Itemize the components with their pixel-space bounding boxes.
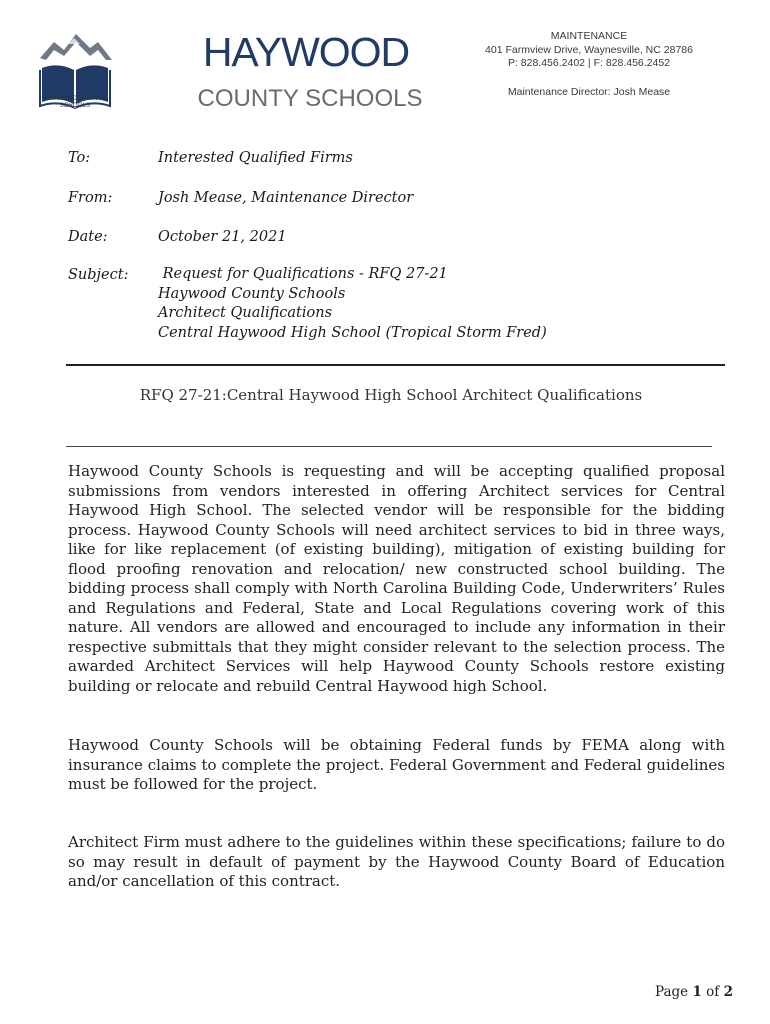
rfq-title: RFQ 27-21:Central Haywood High School Architect Qualifications: [139, 386, 643, 404]
phone-fax-line: P: 828.456.2402 | F: 828.456.2452: [507, 57, 671, 69]
date-value: October 21, 2021: [158, 229, 287, 245]
subject-line: Haywood County Schools: [158, 285, 346, 302]
brand-title: HAYWOOD: [202, 29, 410, 75]
page-number: [655, 984, 733, 1000]
address-line: 401 Farmview Drive, Waynesville, NC 28786: [485, 43, 693, 56]
page-of: of: [701, 984, 724, 1000]
date-label: Date:: [68, 229, 108, 245]
header-divider: [66, 364, 725, 366]
logo-caption: HAYWOOD COUNTY SCHOOLS: [44, 96, 106, 109]
department-label: MAINTENANCE: [550, 30, 628, 42]
school-logo: [34, 28, 116, 118]
from-value: Josh Mease, Maintenance Director: [158, 190, 414, 206]
body-paragraph: Architect Firm must adhere to the guidelines within these specifications; failure to do so may result in default of payment by the Haywood County Board of Education and/or cancellation of this contract.: [68, 833, 725, 890]
to-label: To:: [68, 150, 91, 166]
page-word: Page: [655, 984, 693, 1000]
title-underline: [66, 446, 712, 447]
subject-lines: [158, 265, 547, 343]
body-paragraph: Haywood County Schools is requesting and will be accepting qualified proposal submissions from vendors interested in offering Architect services for Central Haywood High School. The selected vendor will be responsible for the bidding process. Haywood County Schools will need architect services to bid in three ways, like for like replacement (of existing building), mitigation of existing building for flood proofing renovation and relocation/ new constructed school building. The bidding process shall comply with North Carolina Building Code, Underwriters’ Rules and Regulations and Federal, State and Local Regulations covering work of this nature. All vendors are allowed and encouraged to include any information in their respective submittals that they might consider relevant to the selection process. The awarded Architect Services will help Haywood County Schools restore existing building or relocate and rebuild Central Haywood high School.: [68, 462, 725, 695]
from-label: From:: [68, 190, 113, 206]
to-value: Interested Qualified Firms: [158, 150, 353, 166]
page-total: 2: [723, 984, 733, 1000]
body-paragraph: Haywood County Schools will be obtaining Federal funds by FEMA along with insurance claims to complete the project. Federal Government and Federal guidelines must be followed for the project.: [68, 736, 725, 793]
subject-line: Central Haywood High School (Tropical Storm Fred): [158, 324, 547, 341]
subject-label: Subject:: [68, 267, 129, 283]
subject-line: Request for Qualifications - RFQ 27-21: [158, 266, 448, 282]
subject-line: Architect Qualifications: [158, 305, 333, 321]
contact-block: [478, 30, 700, 99]
page-current: 1: [692, 984, 702, 1000]
director-line: Maintenance Director: Josh Mease: [507, 85, 671, 98]
brand-subtitle: COUNTY SCHOOLS: [197, 85, 423, 112]
